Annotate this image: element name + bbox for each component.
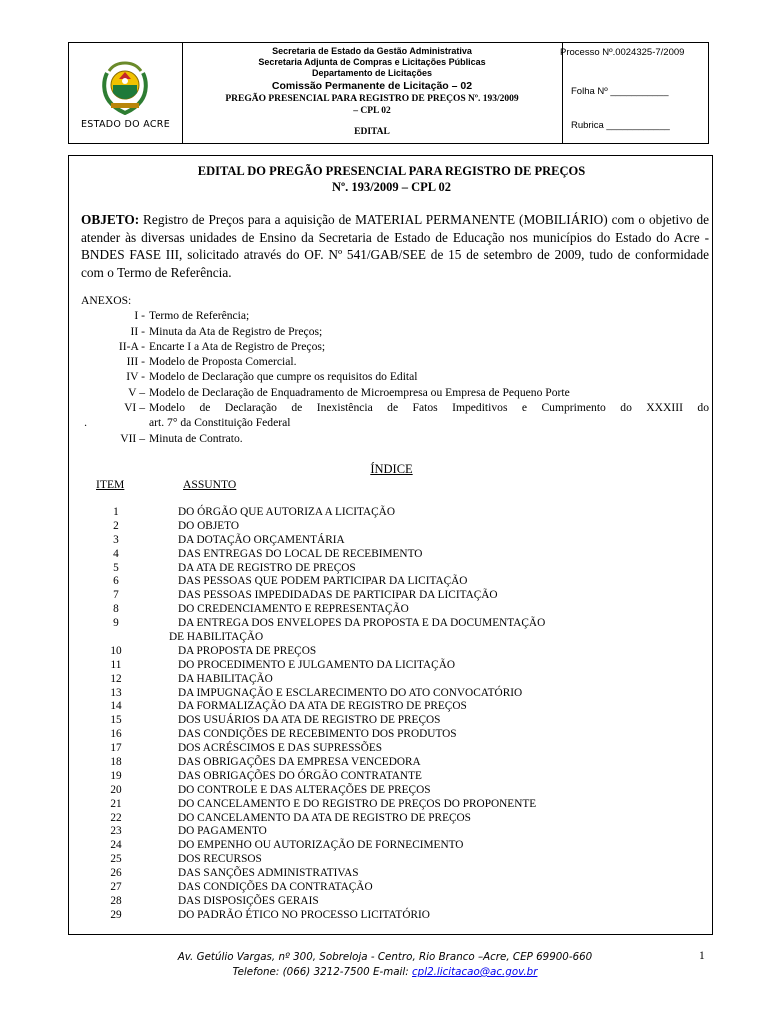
indice-item-subject: DO CREDENCIAMENTO E REPRESENTAÇÃO <box>178 603 409 616</box>
indice-item-number: 5 <box>113 561 119 574</box>
anexo-text: Modelo de Declaração de Enquadramento de Microempresa ou Empresa de Pequeno Porte <box>149 385 570 399</box>
indice-row <box>69 520 714 534</box>
indice-item-number: 7 <box>113 589 119 602</box>
indice-row <box>69 617 714 631</box>
indice-row <box>69 742 714 756</box>
indice-item-number: 1 <box>113 506 119 518</box>
indice-row <box>69 867 714 881</box>
indice-item-number: 11 <box>110 658 122 671</box>
indice-row <box>69 673 714 687</box>
indice-col-assunto: ASSUNTO <box>183 478 237 491</box>
anexo-number: IV - <box>126 370 145 384</box>
indice-item-subject: DAS PESSOAS IMPEDIDADAS DE PARTICIPAR DA LICITAÇÃO <box>178 589 498 602</box>
agency-line-3: Departamento de Licitações <box>311 68 433 78</box>
indice-item-subject: DA PROPOSTA DE PREÇOS <box>178 644 317 657</box>
page-footer <box>0 950 770 980</box>
anexo-item <box>81 354 709 369</box>
indice-item-subject: DAS OBRIGAÇÕES DA EMPRESA VENCEDORA <box>178 756 421 769</box>
indice-item-number: 26 <box>110 867 122 880</box>
indice-item-number: 13 <box>110 686 122 699</box>
anexo-text: Termo de Referência; <box>149 309 250 323</box>
anexo-text: art. 7° da Constituição Federal <box>149 416 291 430</box>
footer-phone: Telefone: (066) 3212-7500 E-mail: <box>232 966 413 978</box>
indice-item-subject: DOS ACRÉSCIMOS E DAS SUPRESSÕES <box>178 742 383 755</box>
indice-row <box>69 881 714 895</box>
indice-item-number: 10 <box>110 644 122 657</box>
indice-item-number: 29 <box>110 908 122 921</box>
rubrica-field: Rubrica ____________ <box>571 120 670 131</box>
indice-row <box>69 714 714 728</box>
footer-address: Av. Getúlio Vargas, nº 300, Sobreloja - Centro, Rio Branco –Acre, CEP 69900-660 <box>177 951 593 963</box>
indice-row <box>69 603 714 617</box>
edital-box <box>68 155 713 935</box>
indice-item-subject: DA IMPUGNAÇÃO E ESCLARECIMENTO DO ATO CONVOCATÓRIO <box>178 686 523 699</box>
indice-row <box>69 798 714 812</box>
indice-item-subject: DO CONTROLE E DAS ALTERAÇÕES DE PREÇOS <box>178 783 431 796</box>
anexo-number: II - <box>130 324 145 338</box>
anexo-item <box>81 369 709 384</box>
pregao-title: PREGÃO PRESENCIAL PARA REGISTRO DE PREÇOS Nº. 193/2009 <box>225 94 519 104</box>
indice-item-subject: DO CANCELAMENTO DA ATA DE REGISTRO DE PREÇOS <box>178 811 471 824</box>
indice-list <box>69 506 714 923</box>
header-agency-cell <box>182 43 563 143</box>
anexo-text: Minuta de Contrato. <box>149 431 243 445</box>
anexo-text: Modelo de Proposta Comercial. <box>149 355 297 369</box>
anexo-item <box>81 431 709 446</box>
anexo-item <box>81 339 709 354</box>
indice-row <box>69 575 714 589</box>
edital-number: Nº. 193/2009 – CPL 02 <box>331 180 452 194</box>
indice-item-subject: DE HABILITAÇÃO <box>169 631 264 644</box>
indice-row <box>69 895 714 909</box>
indice-item-subject: DO PADRÃO ÉTICO NO PROCESSO LICITATÓRIO <box>178 908 430 921</box>
anexo-number: VI – <box>124 401 145 415</box>
indice-item-number: 18 <box>110 756 122 769</box>
anexo-number: III - <box>126 355 145 369</box>
indice-item-number: 17 <box>110 742 122 755</box>
anexo-number: VII – <box>120 431 145 445</box>
indice-row <box>69 853 714 867</box>
indice-item-subject: DOS RECURSOS <box>178 853 262 866</box>
indice-item-subject: DAS OBRIGAÇÕES DO ÓRGÃO CONTRATANTE <box>178 769 422 782</box>
indice-item-subject: DA ENTREGA DOS ENVELOPES DA PROPOSTA E DA DOCUMENTAÇÃO <box>178 617 546 630</box>
state-name: ESTADO DO ACRE <box>81 119 170 130</box>
indice-item-subject: DAS DISPOSIÇÕES GERAIS <box>178 894 319 907</box>
indice-item-subject: DO PROCEDIMENTO E JULGAMENTO DA LICITAÇÃO <box>178 658 456 671</box>
indice-item-number: 12 <box>110 672 122 685</box>
indice-row <box>69 631 714 645</box>
indice-item-subject: DO PAGAMENTO <box>178 825 267 838</box>
indice-item-number: 9 <box>113 617 119 630</box>
indice-item-number: 15 <box>110 714 122 727</box>
objeto-paragraph <box>81 211 709 281</box>
indice-row <box>69 700 714 714</box>
indice-row <box>69 839 714 853</box>
state-coat-of-arms-icon <box>99 59 151 115</box>
anexo-item <box>81 308 709 323</box>
anexo-text: Modelo de Declaração que cumpre os requisitos do Edital <box>149 370 418 384</box>
indice-item-subject: DAS ENTREGAS DO LOCAL DE RECEBIMENTO <box>178 547 423 560</box>
commission-name: Comissão Permanente de Licitação – 02 <box>271 80 473 92</box>
indice-item-subject: DA ATA DE REGISTRO DE PREÇOS <box>178 561 356 574</box>
indice-row <box>69 687 714 701</box>
indice-item-number: 23 <box>110 825 122 838</box>
edital-title: EDITAL DO PREGÃO PRESENCIAL PARA REGISTRO DE PREÇOS <box>197 164 586 178</box>
page-number: 1 <box>699 950 705 962</box>
indice-item-number: 24 <box>110 839 122 852</box>
indice-row <box>69 728 714 742</box>
indice-item-subject: DOS USUÁRIOS DA ATA DE REGISTRO DE PREÇOS <box>178 714 441 727</box>
indice-row <box>69 534 714 548</box>
indice-item-number: 4 <box>113 547 119 560</box>
header-edital: EDITAL <box>354 127 390 137</box>
anexo-number: V – <box>128 385 145 399</box>
indice-row <box>69 756 714 770</box>
indice-row <box>69 562 714 576</box>
anexo-number: II-A - <box>118 339 145 353</box>
footer-contact <box>0 965 770 980</box>
indice-row <box>69 659 714 673</box>
indice-col-item: ITEM <box>96 478 125 491</box>
indice-item-subject: DO EMPENHO OU AUTORIZAÇÃO DE FORNECIMENTO <box>178 839 464 852</box>
indice-item-number: 2 <box>113 519 119 532</box>
indice-item-subject: DA FORMALIZAÇÃO DA ATA DE REGISTRO DE PREÇOS <box>178 700 467 713</box>
indice-item-subject: DAS CONDIÇÕES DA CONTRATAÇÃO <box>178 881 373 894</box>
indice-item-number: 16 <box>110 728 122 741</box>
indice-row <box>69 770 714 784</box>
anexos-section <box>81 293 709 446</box>
indice-item-subject: DA DOTAÇÃO ORÇAMENTÁRIA <box>178 533 345 546</box>
footer-email-link[interactable]: cpl2.licitacao@ac.gov.br <box>412 966 538 978</box>
process-number: Processo Nº.0024325-7/2009 <box>560 47 685 58</box>
indice-item-subject: DAS SANÇÕES ADMINISTRATIVAS <box>178 867 359 880</box>
pregao-cpl: – CPL 02 <box>353 106 391 116</box>
agency-line-2: Secretaria Adjunta de Compras e Licitações Públicas <box>258 57 486 67</box>
indice-item-subject: DA HABILITAÇÃO <box>178 672 273 685</box>
anexos-label: ANEXOS: <box>81 294 132 307</box>
anexo-item <box>81 415 709 430</box>
anexo-text: Encarte I a Ata de Registro de Preços; <box>149 339 326 353</box>
objeto-text: Registro de Preços para a aquisição de MATERIAL PERMANENTE (MOBILIÁRIO) com o objetivo de atender às diversas unidades de Ensino da Secretaria de Estado de Educação nos municípios do Estado do Acre - BNDES FASE III, solicitado através do OF. Nº 541/GAB/SEE de 15 de setembro de 2009, tudo de conformidade com o Termo de Referência. <box>81 212 709 280</box>
indice-item-number: 19 <box>110 769 122 782</box>
indice-row <box>69 784 714 798</box>
indice-item-subject: DAS PESSOAS QUE PODEM PARTICIPAR DA LICITAÇÃO <box>178 575 468 588</box>
indice-item-number: 3 <box>113 533 119 546</box>
indice-row <box>69 812 714 826</box>
indice-item-number: 28 <box>110 894 122 907</box>
indice-item-number: 21 <box>110 797 122 810</box>
indice-item-number: 27 <box>110 881 122 894</box>
anexo-number: I - <box>134 309 145 323</box>
indice-title: ÍNDICE <box>370 462 413 476</box>
indice-item-subject: DO CANCELAMENTO E DO REGISTRO DE PREÇOS DO PROPONENTE <box>178 797 537 810</box>
indice-row <box>69 548 714 562</box>
header-logo-cell <box>69 43 183 143</box>
indice-item-number: 14 <box>110 700 122 713</box>
indice-item-subject: DO ÓRGÃO QUE AUTORIZA A LICITAÇÃO <box>178 506 395 518</box>
folha-field: Folha Nº ___________ <box>571 86 669 97</box>
indice-item-number: 20 <box>110 783 122 796</box>
anexo-item <box>81 385 709 400</box>
anexo-number: . <box>84 416 87 430</box>
indice-item-number: 22 <box>110 811 122 824</box>
indice-row <box>69 909 714 923</box>
anexo-text: Modelo de Declaração de Inexistência de Fatos Impeditivos e Cumprimento do XXXIII do <box>149 401 709 415</box>
objeto-label: OBJETO: <box>81 212 140 227</box>
indice-row <box>69 589 714 603</box>
agency-line-1: Secretaria de Estado da Gestão Administrativa <box>272 46 472 56</box>
indice-item-subject: DAS CONDIÇÕES DE RECEBIMENTO DOS PRODUTOS <box>178 728 457 741</box>
anexo-text: Minuta da Ata de Registro de Preços; <box>149 324 323 338</box>
indice-item-number: 6 <box>113 575 119 588</box>
indice-item-number: 8 <box>113 603 119 616</box>
indice-item-number: 25 <box>110 853 122 866</box>
indice-item-subject: DO OBJETO <box>178 519 239 532</box>
anexo-item <box>81 324 709 339</box>
anexo-item <box>81 400 709 415</box>
header-process-cell <box>560 43 709 143</box>
indice-row <box>69 645 714 659</box>
indice-row <box>69 506 714 520</box>
header-table <box>68 42 709 144</box>
indice-row <box>69 825 714 839</box>
